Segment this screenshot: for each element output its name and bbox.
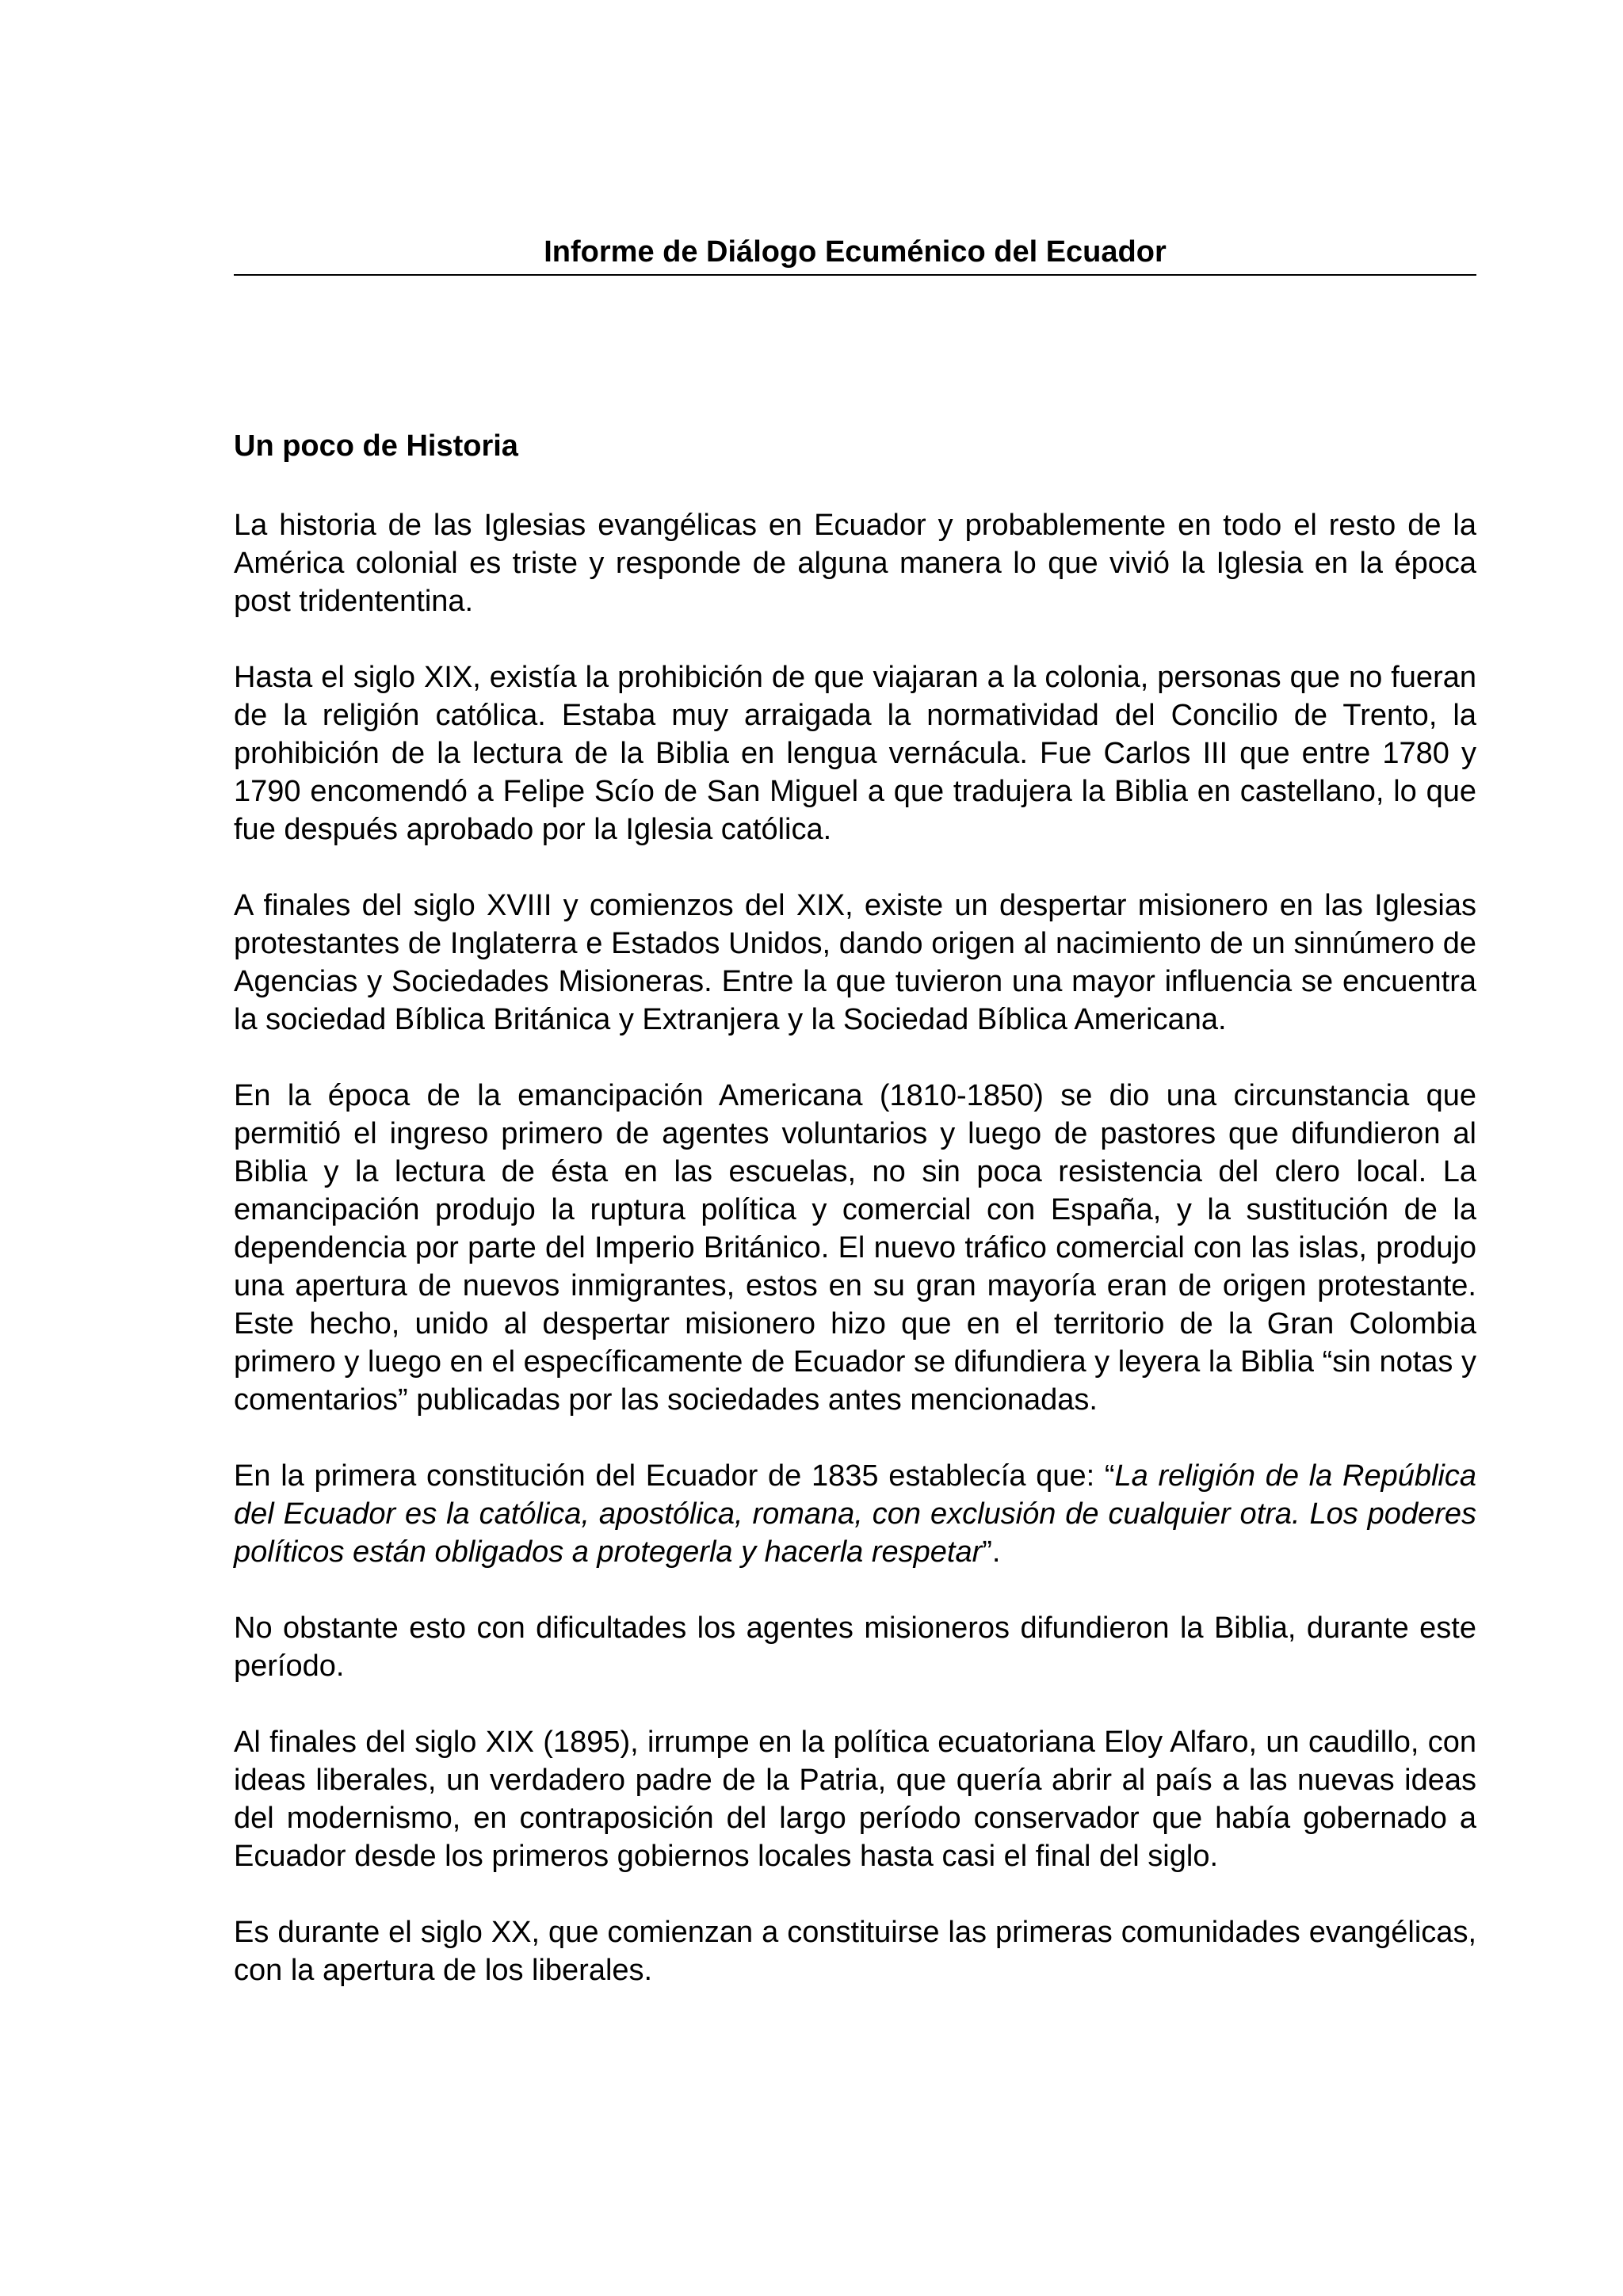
paragraph-5-end: ”. [982,1535,1001,1569]
paragraph-6: No obstante esto con dificultades los agentes misioneros difundieron la Biblia, durante este período. [234,1611,1476,1683]
document-body [234,424,1476,2027]
paragraph-5 [234,1457,1476,1571]
paragraph-7: Al finales del siglo XIX (1895), irrumpe en la política ecuatoriana Eloy Alfaro, un caudillo, con ideas liberales, un verdadero padre de la Patria, que quería abrir al país a las nuevas ideas del modernismo, en contraposición del largo período conservador que había gobernado a Ecuador desde los primeros gobiernos locales hasta casi el final del siglo. [234,1726,1476,1873]
paragraph-4: En la época de la emancipación Americana (1810-1850) se dio una circunstancia que permitió el ingreso primero de agentes voluntarios y luego de pastores que difundieron al Biblia y la lectura de ésta en las escuelas, no sin poca resistencia del clero local. La emancipación produjo la ruptura política y comercial con España, y la sustitución de la dependencia por parte del Imperio Británico. El nuevo tráfico comercial con las islas, produjo una apertura de nuevos inmigrantes, estos en su gran mayoría eran de origen protestante. Este hecho, unido al despertar misionero hizo que en el territorio de la Gran Colombia primero y luego en el específicamente de Ecuador se difundiera y leyera la Biblia “sin notas y comentarios” publicadas por las sociedades antes mencionadas. [234,1079,1476,1417]
header-title: Informe de Diálogo Ecuménico del Ecuador [544,235,1167,269]
paragraph-5-intro: En la primera constitución del Ecuador de 1835 establecía que: “ [234,1459,1115,1493]
constitution-quote: La religión de la República del Ecuador es la católica, apostólica, romana, con exclusión de cualquier otra. Los poderes políticos están obligados a protegerla y hacerla respetar [234,1459,1476,1569]
paragraph-2: Hasta el siglo XIX, existía la prohibición de que viajaran a la colonia, personas que no fueran de la religión católica. Estaba muy arraigada la normatividad del Concilio de Trento, la prohibición de la lectura de la Biblia en lengua vernácula. Fue Carlos III que entre 1780 y 1790 encomendó a Felipe Scío de San Miguel a que tradujera la Biblia en castellano, lo que fue después aprobado por la Iglesia católica. [234,661,1476,846]
paragraph-1: La historia de las Iglesias evangélicas en Ecuador y probablemente en todo el resto de la América colonial es triste y responde de alguna manera lo que vivió la Iglesia en la época post tridententina. [234,509,1476,618]
section-title: Un poco de Historia [234,429,518,463]
page-header [234,230,1476,276]
paragraph-8: Es durante el siglo XX, que comienzan a constituirse las primeras comunidades evangélicas, con la apertura de los liberales. [234,1916,1476,1987]
paragraph-3: A finales del siglo XVIII y comienzos del XIX, existe un despertar misionero en las Iglesias protestantes de Inglaterra e Estados Unidos, dando origen al nacimiento de un sinnúmero de Agencias y Sociedades Misioneras. Entre la que tuvieron una mayor influencia se encuentra la sociedad Bíblica Británica y Extranjera y la Sociedad Bíblica Americana. [234,889,1476,1036]
